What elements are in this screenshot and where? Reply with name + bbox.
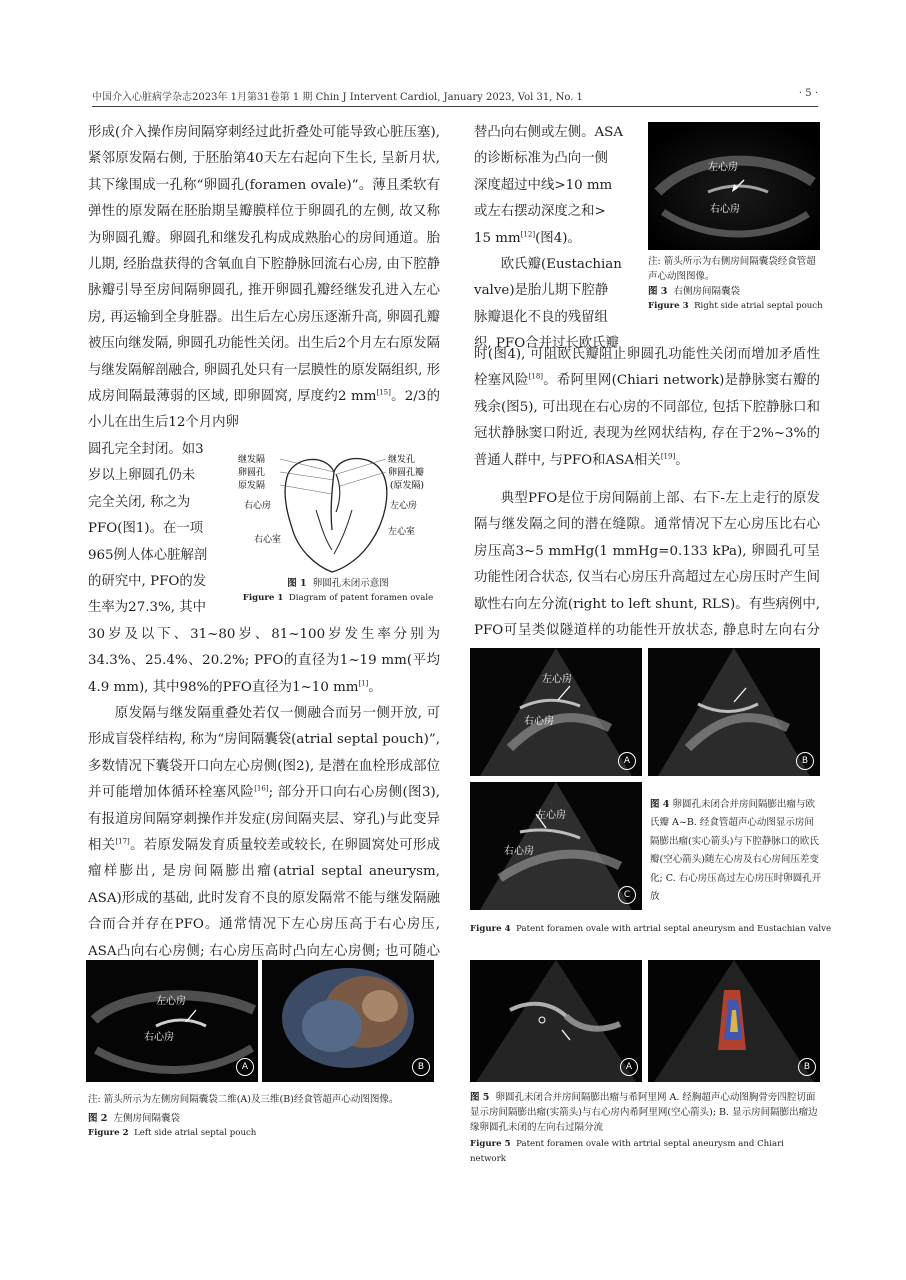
figure-3-caption <box>648 254 824 314</box>
text: (图4)。 <box>535 230 581 246</box>
label-right-ventricle: 右心室 <box>254 535 282 545</box>
text: 。希阿里网(Chiari network)是静脉窦右瓣的残余(图5), 可出现在右心房的不同部位, 包括下腔静脉口和冠状静脉窦口附近, 表现为丝网状结构, 存在于2%~3%的普通人群中, 与PFO和ASA相关 <box>474 373 821 468</box>
caption-number: Figure 1 <box>242 593 284 603</box>
text-line: 深度超过中线>10 mm <box>474 177 613 193</box>
panel-label: A <box>620 1058 638 1076</box>
label-right-atrium: 右心房 <box>144 1032 174 1043</box>
figure-note: 注: 箭头所示为右侧房间隔囊袋经食管超声心动图图像。 <box>648 256 816 282</box>
caption-number: Figure 3 <box>648 301 689 311</box>
text-line: valve)是胎儿期下腔静 <box>474 283 609 299</box>
figure-3-image <box>648 122 820 250</box>
figure-5-caption <box>470 1090 822 1167</box>
text-line: 的研究中, PFO的发 <box>88 573 207 589</box>
paragraph <box>88 120 440 437</box>
label-secondary-septum: 继发隔 <box>238 455 266 465</box>
text: 原发隔与继发隔重叠处若仅一侧融合而另一侧开放, 可形成盲袋样结构, 称为“房间隔囊袋(atrial septal pouch)”, 多数情况下囊袋开口向左心房侧(图2), 是潜在血栓形成部位并可能增加体循环栓塞风险 <box>88 705 440 801</box>
caption-text: 左侧房间隔囊袋 <box>113 1113 180 1124</box>
right-column <box>474 342 820 671</box>
label-left-atrium: 左心房 <box>708 162 738 173</box>
citation: [16] <box>254 784 269 793</box>
figure-2a-image <box>86 960 258 1082</box>
text-line: 脉瓣退化不良的残留组 <box>474 309 608 325</box>
text-line: 圆孔完全封闭。如3 <box>88 441 204 457</box>
citation: [18] <box>528 372 544 381</box>
figure-2b-image <box>262 960 434 1082</box>
label-left-atrium: 左心房 <box>156 996 186 1007</box>
caption-text: 卵圆孔未闭示意图 <box>312 578 389 589</box>
header-rule <box>92 106 818 107</box>
text-line: 完全关闭, 称之为 <box>88 494 191 510</box>
paragraph: 典型PFO是位于房间隔前上部、右下-左上走行的原发隔与继发隔之间的潜在缝隙。通常情况下左心房压比右心房压高3~5 mmHg(1 mmHg=0.133 kPa), 卵圆孔可呈功能性闭合状态, 仅当右心房压升高超过左心房压时产生间歇性右向左分流(right to left shunt, RLS)。有些病例中, PFO可呈类似隧道样的功能性开放状态, 静息时左向右分 <box>474 491 820 639</box>
citation: [15] <box>376 388 391 397</box>
panel-label: B <box>412 1058 430 1076</box>
label-foramen-valve: 卵圆孔瓣 <box>388 468 425 478</box>
label-right-atrium: 右心房 <box>710 204 740 215</box>
paragraph <box>88 701 440 991</box>
right-wrap-text <box>474 120 640 358</box>
panel-label: B <box>796 752 814 770</box>
caption-number: Figure 5 <box>470 1139 511 1149</box>
caption-text: Diagram of patent foramen ovale <box>288 593 434 603</box>
caption-number: Figure 4 <box>470 924 511 934</box>
text: 。 <box>368 679 382 695</box>
figure-5a-image <box>470 960 642 1082</box>
caption-text: 卵圆孔未闭合并房间隔膨出瘤与希阿里网 A. 经胸超声心动图胸骨旁四腔切面显示房间隔膨出瘤(实箭头)与右心房内希阿里网(空心箭头); B. 显示房间隔膨出瘤边缘卵圆孔未闭的左向右过隔分流 <box>470 1092 818 1133</box>
text-line: PFO(图1)。在一项 <box>88 521 204 537</box>
figure-4-caption-en <box>470 922 832 937</box>
caption-text: Patent foramen ovale with artrial septal aneurysm and Chiari network <box>470 1139 784 1164</box>
panel-label: A <box>618 752 636 770</box>
figure-note: 注: 箭头所示为左侧房间隔囊袋二维(A)及三维(B)经食管超声心动图图像。 <box>88 1094 399 1105</box>
text: 。2/3的小儿在出生后12个月内卵 <box>88 389 440 431</box>
text: 形成(介入操作房间隔穿刺经过此折叠处可能导致心脏压塞), 紧邻原发隔右侧, 于胚胎第40天左右起向下生长, 呈新月状, 其下缘围成一孔称“卵圆孔(foramen ovale)”。薄且柔软有弹性的原发隔在胚胎期呈瓣膜样位于卵圆孔的左侧, 故又称为卵圆孔瓣。卵圆孔和继发孔构成成熟胎心的房间通道。胎儿期, 经胎盘获得的含氧血自下腔静脉回流右心房, 由下腔静脉瓣引导至房间隔卵圆孔, 推开卵圆孔瓣经继发孔进入左心房, 再运输到全身脏器。出生后左心房压逐渐升高, 卵圆孔瓣被压向继发隔, 卵圆孔功能性关闭。出生后2个月左右原发隔与继发隔解剖融合, 卵圆孔处只有一层膜性的原发隔组织, 形成房间隔最薄弱的区域, 即卵圆窝, 厚度约2 mm <box>88 125 440 405</box>
citation: [12] <box>520 230 536 239</box>
caption-number: 图 1 <box>287 578 307 589</box>
citation: [1] <box>358 679 369 688</box>
text-line: 的诊断标准为凸向一侧 <box>474 151 608 167</box>
text-line: 岁以上卵圆孔仍未 <box>88 468 196 484</box>
caption-number: Figure 2 <box>88 1128 129 1138</box>
label-left-atrium: 左心房 <box>542 674 572 685</box>
paragraph <box>88 622 440 701</box>
panel-label: C <box>618 886 636 904</box>
panel-label: B <box>798 1058 816 1076</box>
caption-text: Left side atrial septal pouch <box>134 1128 257 1138</box>
text: 15 mm <box>474 230 521 246</box>
label-foramen-ovale: 卵圆孔 <box>238 468 266 478</box>
caption-number: 图 2 <box>88 1113 108 1124</box>
label-left-ventricle: 左心室 <box>388 527 416 537</box>
caption-text: Right side atrial septal pouch <box>694 301 823 311</box>
running-header <box>92 88 818 103</box>
text-line: 欧氏瓣(Eustachian <box>500 257 622 273</box>
figure-5b-image <box>648 960 820 1082</box>
journal-info: 中国介入心脏病学杂志2023年 1月第31卷第 1 期 Chin J Intervent Cardiol, January 2023, Vol 31, No. 1 <box>92 92 583 103</box>
figure-4b-image <box>648 648 820 776</box>
text-line: 织, PFO合并过长欧氏瓣 <box>474 336 619 352</box>
label-primary-septum: 原发隔 <box>238 481 266 491</box>
label-left-atrium: 左心房 <box>536 810 566 821</box>
caption-text: 右侧房间隔囊袋 <box>673 286 740 297</box>
label-right-atrium: 右心房 <box>504 846 534 857</box>
caption-number: 图 5 <box>470 1092 490 1103</box>
figure-1-caption <box>236 576 440 606</box>
text-line: 965例人体心脏解剖 <box>88 547 208 563</box>
text: 。 <box>675 452 689 468</box>
figure-1-diagram <box>236 450 438 576</box>
figure-2-caption <box>88 1092 438 1141</box>
caption-text: 卵圆孔未闭合并房间隔膨出瘤与欧氏瓣 A~B. 经食管超声心动图显示房间隔膨出瘤(实心箭头)与下腔静脉口的欧氏瓣(空心箭头)随左心房及右心房间压差变化; C. 右心房压高过左心房压时卵圆孔开放 <box>650 799 822 903</box>
citation: [17] <box>115 837 130 846</box>
figure-4a-image <box>470 648 642 776</box>
text-line: 替凸向右侧或左侧。ASA <box>474 125 624 140</box>
text: 时(图4), 可阻欧氏瓣阻止卵圆孔功能性关闭而增加矛盾性栓塞风险 <box>474 347 820 389</box>
figure-4c-image <box>470 782 642 910</box>
label-right-atrium: 右心房 <box>244 501 272 511</box>
figure-4-caption-cn <box>650 796 822 906</box>
caption-number: 图 3 <box>648 286 668 297</box>
text: 30岁及以下、31~80岁、81~100岁发生率分别为34.3%、25.4%、20.2%; PFO的直径为1~19 mm(平均4.9 mm), 其中98%的PFO直径为1~10 mm <box>88 626 440 695</box>
paragraph <box>474 342 820 474</box>
wrap-lines <box>88 437 236 622</box>
label-secondary-foramen: 继发孔 <box>388 455 416 465</box>
label-right-atrium: 右心房 <box>524 716 554 727</box>
text: ; 部分开口向右心房侧(图3), 有报道房间隔穿刺操作并发症(房间隔夹层、穿孔)与此变异相关 <box>88 785 440 853</box>
page-number: · 5 · <box>798 88 818 99</box>
text-line: 生率为27.3%, 其中 <box>88 600 207 616</box>
text-line: 或左右摆动深度之和> <box>474 204 606 220</box>
citation: [19] <box>660 452 676 461</box>
caption-text: Patent foramen ovale with artrial septal aneurysm and Eustachian valve <box>516 924 832 934</box>
label-primary-septum-paren: (原发隔) <box>390 481 425 491</box>
panel-label: A <box>236 1058 254 1076</box>
text: 。若原发隔发育质量较差或较长, 在卵圆窝处可形成瘤样膨出, 是房间隔膨出瘤(atrial septal aneurysm, ASA)形成的基础, 此时发育不良的原发隔常不能与继发隔融合而合并存在PFO。通常情况下左心房压高于右心房压, ASA凸向右心房侧; 右心房压高时凸向左心房侧; 也可随心 <box>88 837 441 959</box>
label-left-atrium: 左心房 <box>390 501 418 511</box>
caption-number: 图 4 <box>650 799 670 810</box>
